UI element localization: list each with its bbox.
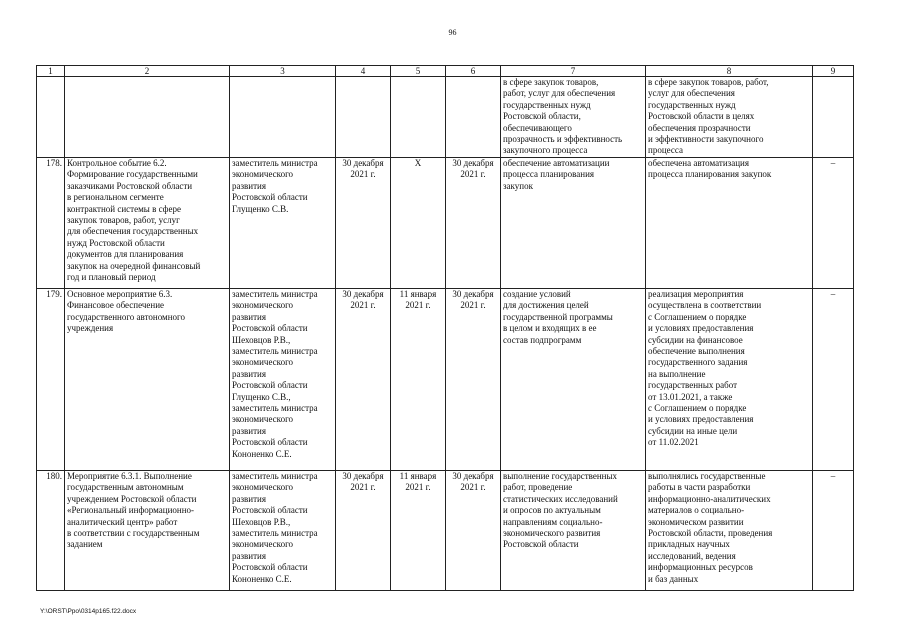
expected-result-cell: выполнение государственных работ, проведение статистических исследований и опросов по актуальным направлениям социально- экономического развития Ростовской области [501,471,646,591]
header-row [37,66,854,77]
column-header: 7 [501,66,646,77]
start-date-cell [391,77,446,158]
column-header: 6 [446,66,501,77]
problems-cell: – [813,289,854,471]
column-header: 1 [37,66,65,77]
responsible-cell: заместитель министра экономического развития Ростовской области Глущенко С.В. [230,158,336,289]
row-number: 179. [37,289,65,471]
fact-date-cell: 30 декабря 2021 г. [446,471,501,591]
expected-result-cell: в сфере закупок товаров, работ, услуг для обеспечения государственных нужд Ростовской области, обеспечивающего прозрачность и эффективность закупочного процесса [501,77,646,158]
plan-date-cell [336,77,391,158]
table-row [37,158,854,289]
responsible-cell: заместитель министра экономического развития Ростовской области Шеховцов Р.В., заместитель министра экономического развития Ростовской области Кононенко С.Е. [230,471,336,591]
achieved-result-cell: обеспечена автоматизация процесса планирования закупок [646,158,813,289]
page-number: 96 [448,28,457,37]
column-header: 8 [646,66,813,77]
fact-date-cell: 30 декабря 2021 г. [446,158,501,289]
event-name-cell [65,77,230,158]
file-path-footer: Y:\ORST\Ppo\0314p165.f22.docx [40,608,137,615]
responsible-cell: заместитель министра экономического развития Ростовской области Шеховцов Р.В., заместитель министра экономического развития Ростовской области Глущенко С.В., заместитель министра экономического развития Ростовской области Кононенко С.Е. [230,289,336,471]
start-date-cell: 11 января 2021 г. [391,471,446,591]
row-number: 178. [37,158,65,289]
achieved-result-cell: реализация мероприятия осуществлена в соответствии с Соглашением о порядке и условиях предоставления субсидии на финансовое обеспечение выполнения государственного задания на выполнение государственных работ от 13.01.2021, а также с Соглашением о порядке и условиях предоставления субсидии на иные цели от 11.02.2021 [646,289,813,471]
plan-date-cell: 30 декабря 2021 г. [336,471,391,591]
responsible-cell [230,77,336,158]
start-date-cell: 11 января 2021 г. [391,289,446,471]
plan-date-cell: 30 декабря 2021 г. [336,289,391,471]
column-header: 3 [230,66,336,77]
table-row [37,471,854,591]
expected-result-cell: создание условий для достижения целей государственной программы в целом и входящих в ее состав подпрограмм [501,289,646,471]
column-header: 4 [336,66,391,77]
start-date-cell: X [391,158,446,289]
column-header: 9 [813,66,854,77]
report-table [36,65,854,591]
problems-cell: – [813,471,854,591]
table-row [37,289,854,471]
event-name-cell: Мероприятие 6.3.1. Выполнение государственным автономным учреждением Ростовской области «Региональный информационно- аналитический центр» работ в соответствии с государственным заданием [65,471,230,591]
event-name-cell: Основное мероприятие 6.3. Финансовое обеспечение государственного автономного учреждения [65,289,230,471]
achieved-result-cell: выполнялись государственные работы в части разработки информационно-аналитических материалов о социально- экономическом развитии Ростовской области, проведения прикладных научных исследований, ведения информационных ресурсов и баз данных [646,471,813,591]
row-number [37,77,65,158]
expected-result-cell: обеспечение автоматизации процесса планирования закупок [501,158,646,289]
column-header: 2 [65,66,230,77]
achieved-result-cell: в сфере закупок товаров, работ, услуг для обеспечения государственных нужд Ростовской области в целях обеспечения прозрачности и эффективности закупочного процесса [646,77,813,158]
fact-date-cell: 30 декабря 2021 г. [446,289,501,471]
fact-date-cell [446,77,501,158]
column-header: 5 [391,66,446,77]
problems-cell [813,77,854,158]
problems-cell: – [813,158,854,289]
plan-date-cell: 30 декабря 2021 г. [336,158,391,289]
event-name-cell: Контрольное событие 6.2. Формирование государственными заказчиками Ростовской области в региональном сегменте контрактной системы в сфере закупок товаров, работ, услуг для обеспечения государственных нужд Ростовской области документов для планирования закупок на очередной финансовый год и плановый период [65,158,230,289]
table-row [37,77,854,158]
row-number: 180. [37,471,65,591]
